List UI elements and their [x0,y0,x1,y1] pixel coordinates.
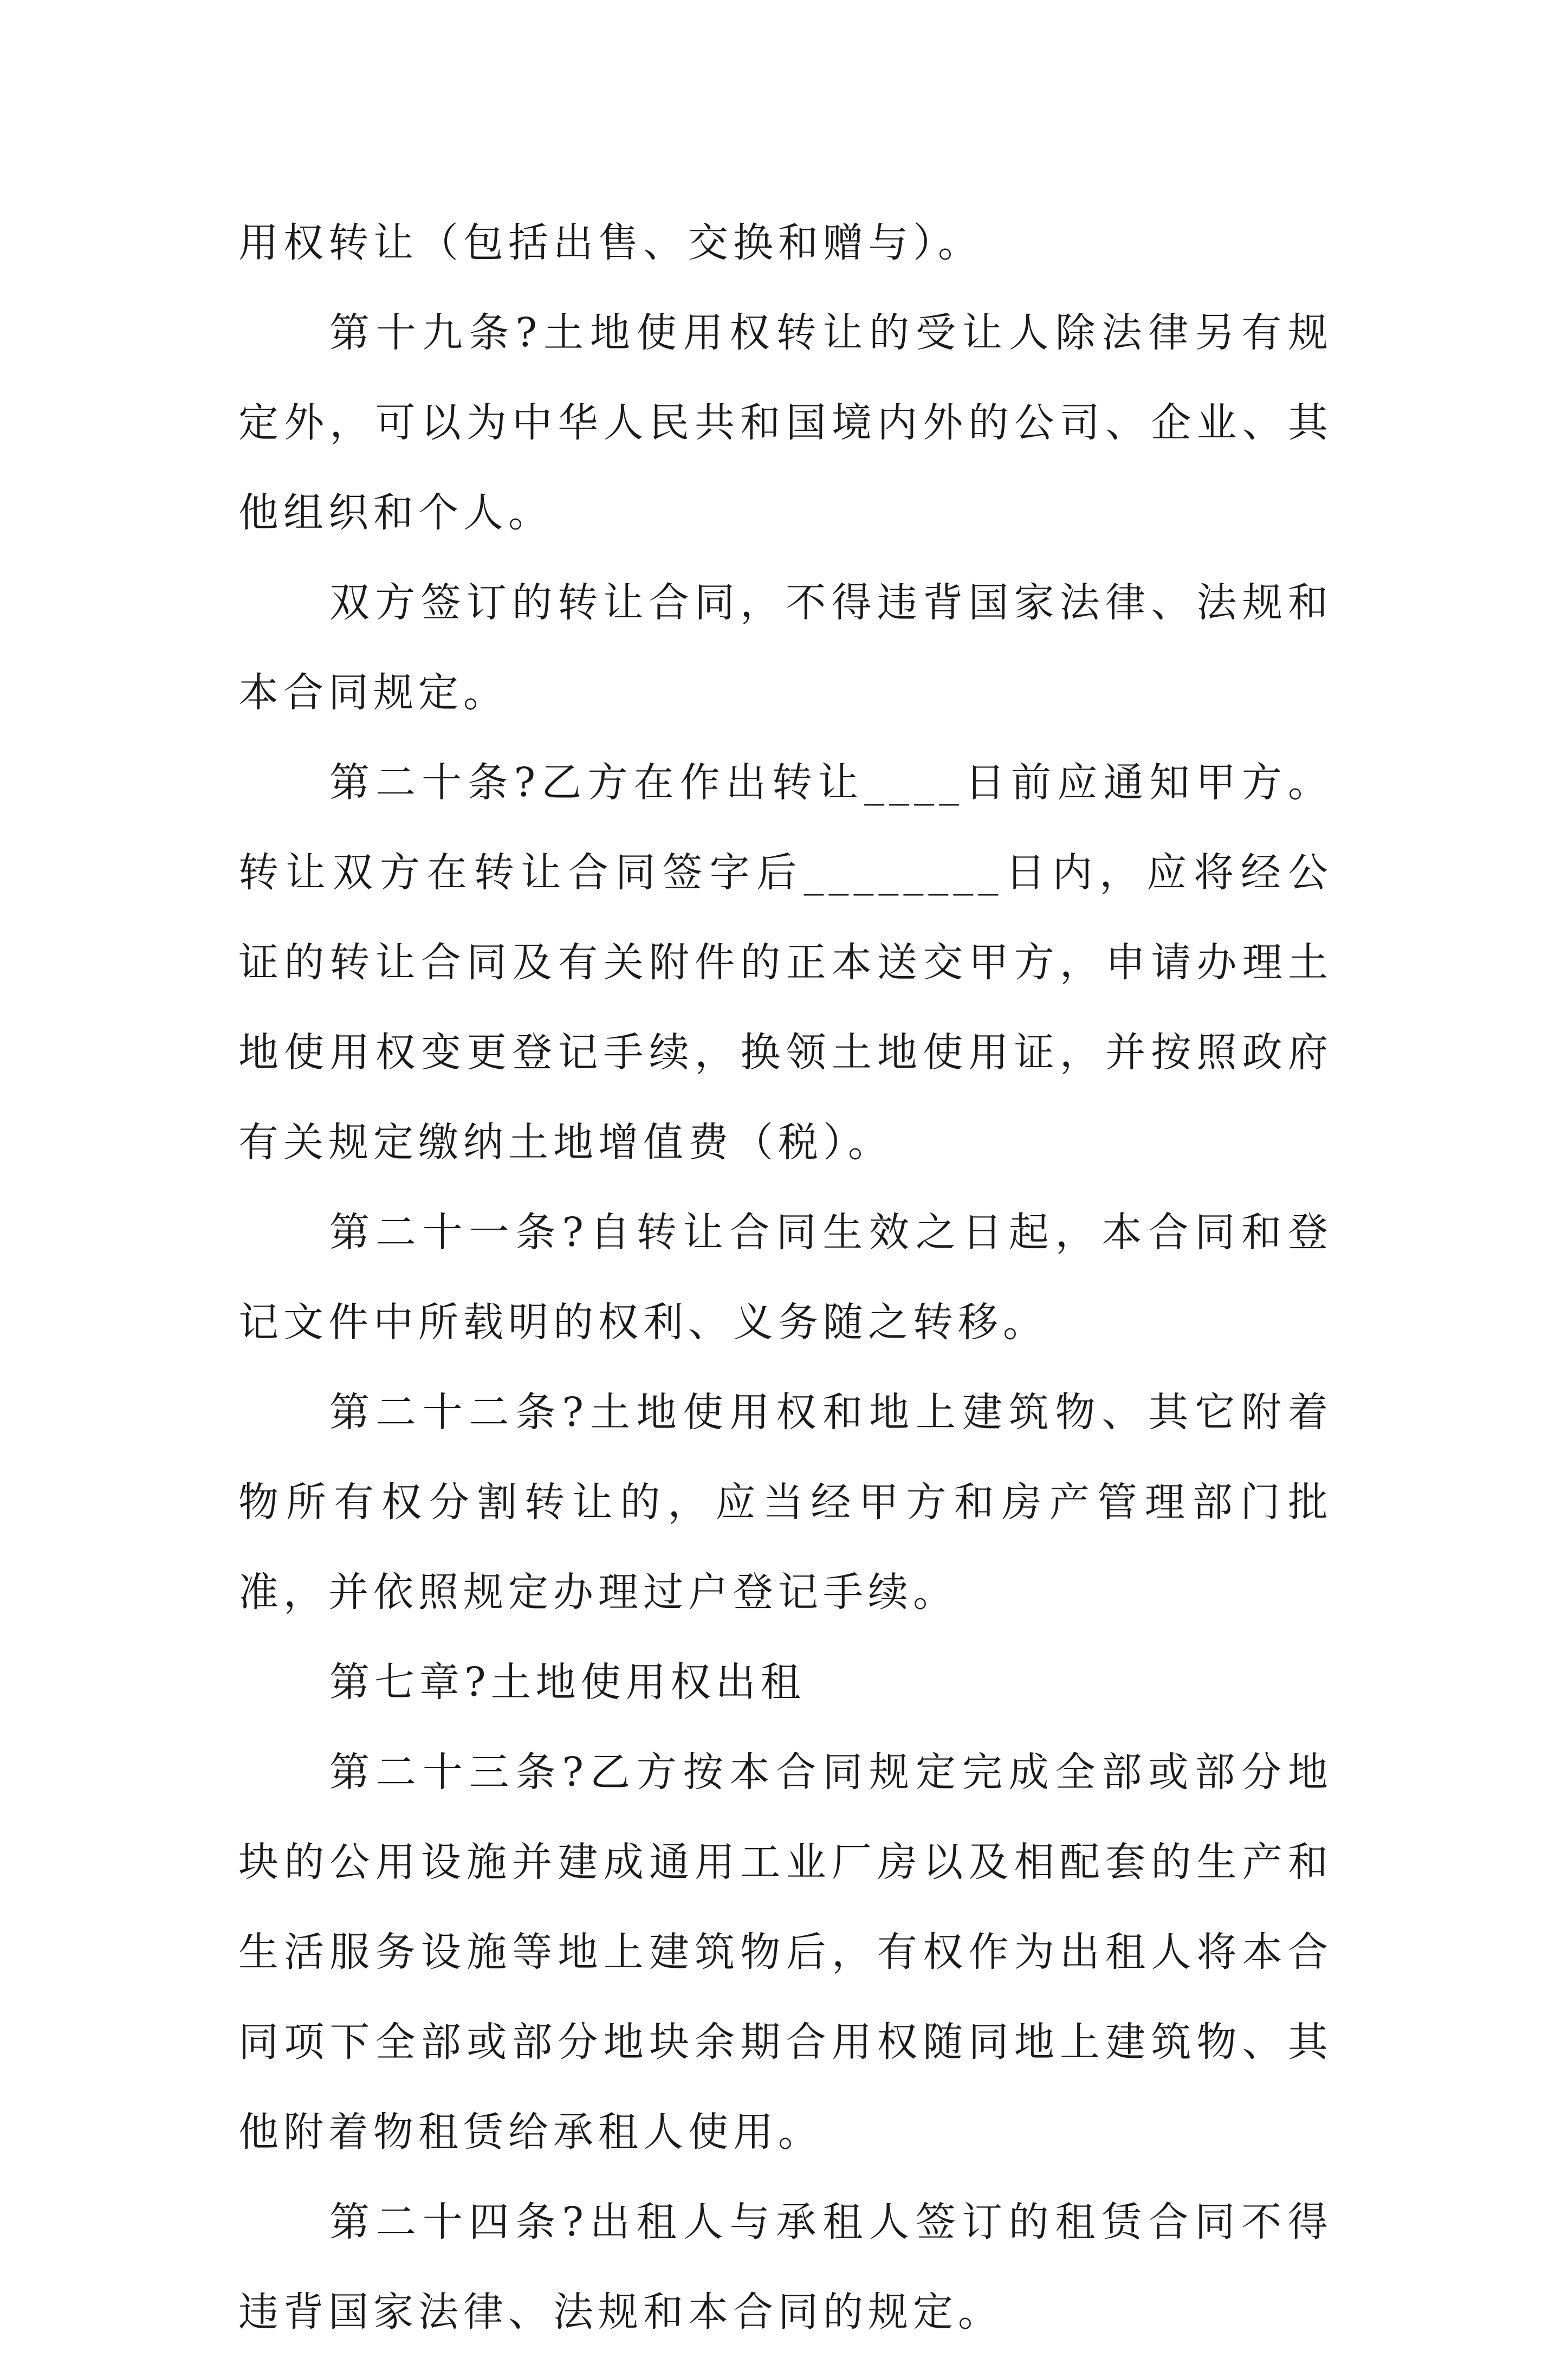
paragraph-article-19: 第十九条?土地使用权转让的受让人除法律另有规定外，可以为中华人民共和国境内外的公司、企业、其他组织和个人。 [238,309,1333,536]
paragraph-article-21: 第二十一条?自转让合同生效之日起，本合同和登记文件中所载明的权利、义务随之转移。 [238,1209,1333,1346]
paragraph-article-23: 第二十三条?乙方按本合同规定完成全部或部分地块的公用设施并建成通用工业厂房以及相配套的生产和生活服务设施等地上建筑物后，有权作为出租人将本合同项下全部或部分地块余期合用权随同地上建筑物、其他附着物租赁给承租人使用。 [238,1749,1333,2155]
paragraph-continuation: 用权转让（包括出售、交换和赠与）。 [238,219,983,266]
paragraph-article-24: 第二十四条?出租人与承租人签订的租赁合同不得违背国家法律、法规和本合同的规定。 [238,2199,1333,2335]
paragraph-article-22: 第二十二条?土地使用权和地上建筑物、其它附着物所有权分割转让的，应当经甲方和房产管理部门批准，并依照规定办理过户登记手续。 [238,1389,1333,1616]
paragraph-article-20: 第二十条?乙方在作出转让____日前应通知甲方。转让双方在转让合同签字后________日内，应将经公证的转让合同及有关附件的正本送交甲方，申请办理土地使用权变更登记手续，换领土地使用证，并按照政府有关规定缴纳土地增值费（税）。 [238,759,1333,1166]
paragraph-transfer-contract: 双方签订的转让合同，不得违背国家法律、法规和本合同规定。 [238,579,1333,716]
document-body [238,198,1333,2357]
chapter-heading-7: 第七章?土地使用权出租 [329,1659,806,1706]
